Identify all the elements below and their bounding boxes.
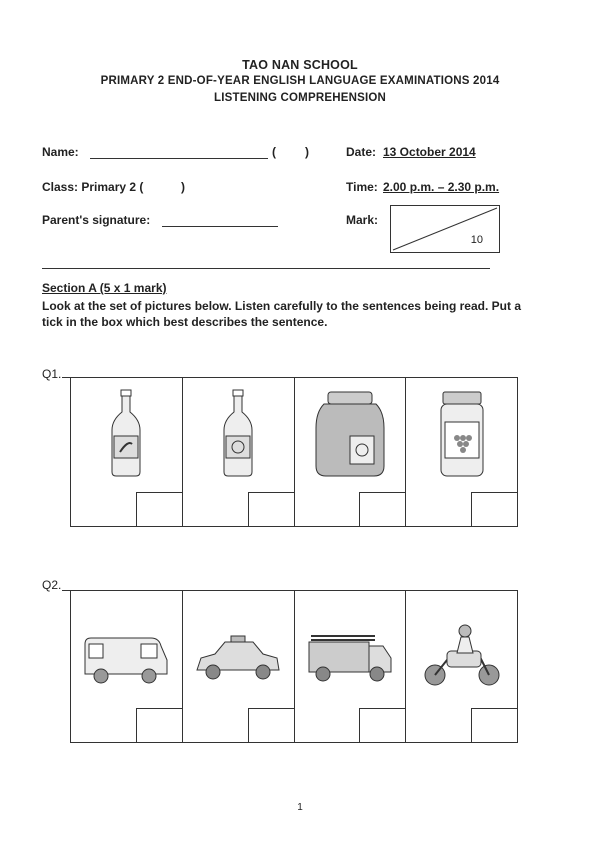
police-car-icon [183,611,294,701]
ambulance-icon [71,611,182,701]
time-label: Time: [346,180,378,194]
q1-label: Q1. [42,367,62,381]
police-motorcycle-icon [406,611,517,701]
bottle-tomato-icon [183,388,294,478]
q2-tick-box-4[interactable] [471,708,517,742]
paper-title: LISTENING COMPREHENSION [213,92,386,104]
q1-options [70,377,518,527]
q1-option-1 [71,378,183,526]
class-label: Class: Primary 2 ( [42,180,144,194]
name-bracket-open: ( [272,145,276,159]
q1-tick-box-4[interactable] [471,492,517,526]
q2-label: Q2. [42,578,62,592]
q1-tick-box-2[interactable] [248,492,294,526]
q1-tick-box-1[interactable] [136,492,182,526]
q1-option-3 [295,378,407,526]
name-line [90,158,268,159]
parent-signature-label: Parent's signature: [42,213,151,227]
mark-label: Mark: [346,213,379,227]
jar-grape-jam-icon [406,388,517,478]
school-name: TAO NAN SCHOOL [242,58,358,72]
q2-tick-box-3[interactable] [359,708,405,742]
q2-tick-box-1[interactable] [136,708,182,742]
q2-option-1 [71,591,183,742]
date-label: Date: [346,145,377,159]
mark-box [390,205,500,253]
date-value: 13 October 2014 [383,145,476,159]
exam-title: PRIMARY 2 END-OF-YEAR ENGLISH LANGUAGE EXAMINATIONS 2014 [100,75,500,87]
fire-engine-icon [295,611,406,701]
q2-tick-box-2[interactable] [248,708,294,742]
time-value: 2.00 p.m. – 2.30 p.m. [383,180,500,194]
name-label: Name: [42,145,79,159]
q2-option-3 [295,591,407,742]
q1-option-2 [183,378,295,526]
mark-total: 10 [470,234,483,246]
section-divider [42,268,490,269]
q2-option-4 [406,591,517,742]
bottle-chili-icon [71,388,182,478]
section-instructions: Look at the set of pictures below. Listen carefully to the sentences being read. Put a tick in the box which best describes the sentence. [42,299,521,329]
q2-options [70,590,518,743]
name-bracket-close: ) [305,145,309,159]
q2-option-2 [183,591,295,742]
parent-signature-line [162,226,278,227]
jar-candy-icon [295,388,406,478]
class-bracket-close: ) [181,180,185,194]
section-title: Section A (5 x 1 mark) [42,281,167,295]
q1-option-4 [406,378,517,526]
page-number: 1 [297,802,303,813]
q1-tick-box-3[interactable] [359,492,405,526]
